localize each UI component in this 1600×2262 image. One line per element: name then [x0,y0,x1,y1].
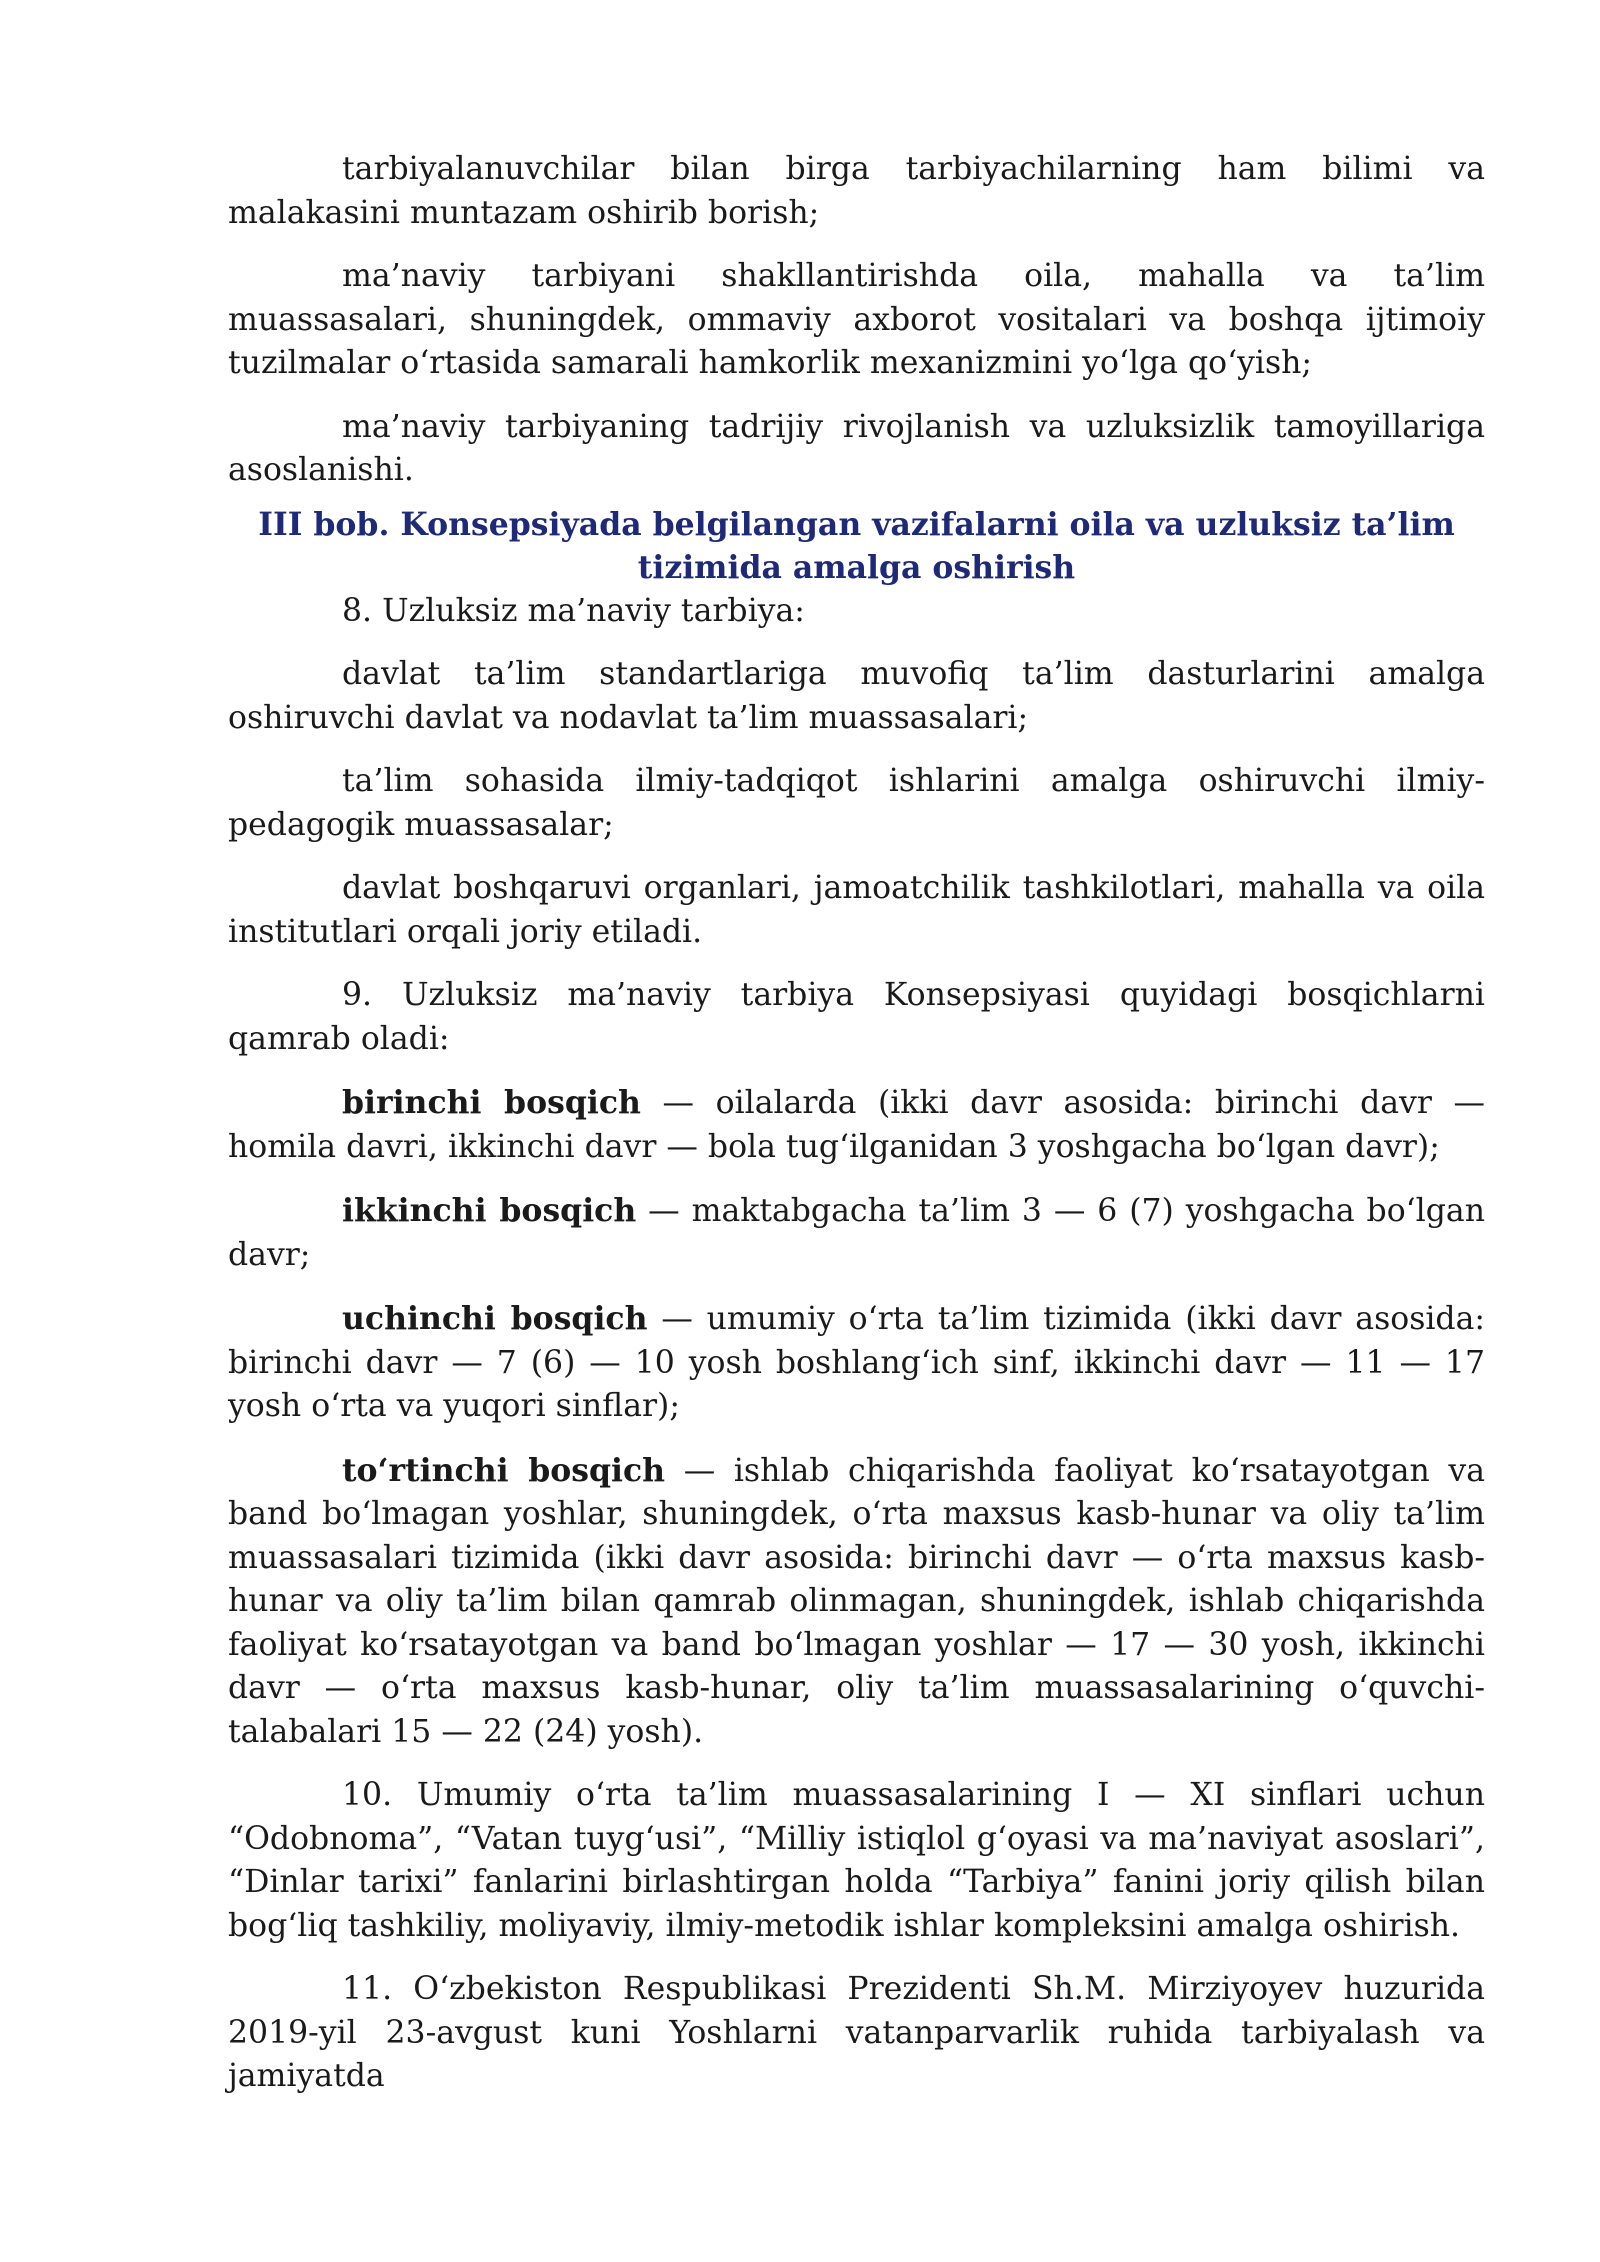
paragraph-item-9: 9. Uzluksiz ma’naviy tarbiya Konsepsiyasi quyidagi bosqichlarni qamrab oladi: [228,977,1485,1057]
paragraph-item-11: 11. O‘zbekiston Respublikasi Prezidenti Sh.M. Mirziyoyev huzurida 2019-yil 23-avgust kuni Yoshlarni vatanparvarlik ruhida tarbiyalash va jamiyatda [228,1971,1485,2094]
stage-2 [228,1189,1485,1277]
paragraph-mid-1: davlat ta’lim standartlariga muvofiq ta’lim dasturlarini amalga oshiruvchi davlat va nodavlat ta’lim muassasalari; [228,656,1485,736]
paragraph-top-1: tarbiyalanuvchilar bilan birga tarbiyachilarning ham bilimi va malakasini muntazam oshirib borish; [228,151,1485,231]
stage-2-term: ikkinchi bosqich [342,1192,637,1229]
paragraph-item-8: 8. Uzluksiz ma’naviy tarbiya: [342,592,805,629]
paragraph-item-10: 10. Umumiy o‘rta ta’lim muassasalarining I — XI sinflari uchun “Odobnoma”, “Vatan tuyg‘usi”, “Milliy istiqlol g‘oyasi va ma’naviyat asoslari”, “Dinlar tarixi” fanlarini birlashtirgan holda “Tarbiya” fanini joriy qilish bilan bog‘liq tashkiliy, moliyaviy, ilmiy-metodik ishlar kompleksini amalga oshirish. [228,1777,1485,1944]
paragraph-mid-2: ta’lim sohasida ilmiy-tadqiqot ishlarini amalga oshiruvchi ilmiy-pedagogik muassasalar; [228,763,1485,843]
paragraph-top-3: ma’naviy tarbiyaning tadrijiy rivojlanish va uzluksizlik tamoyillariga asoslanishi. [228,408,1485,488]
stage-1-text: — oilalarda (ikki davr asosida: birinchi davr — homila davri, ikkinchi davr — bola tug‘ilganidan 3 yoshgacha bo‘lgan davr); [228,1085,1485,1165]
paragraph-mid-3: davlat boshqaruvi organlari, jamoatchilik tashkilotlari, mahalla va oila institutlari orqali joriy etiladi. [228,870,1485,950]
stage-3 [228,1297,1485,1429]
stage-3-text: — umumiy o‘rta ta’lim tizimida (ikki davr asosida: birinchi davr — 7 (6) — 10 yosh boshlang‘ich sinf, ikkinchi davr — 11 — 17 yosh o‘rta va yuqori sinflar); [228,1301,1485,1424]
stage-4-term: to‘rtinchi bosqich [342,1451,666,1489]
stage-4 [228,1449,1485,1755]
stage-2-text: — maktabgacha ta’lim 3 — 6 (7) yoshgacha bo‘lgan davr; [228,1193,1485,1273]
stage-3-term: uchinchi bosqich [342,1300,648,1337]
stage-1 [228,1081,1485,1169]
stage-4-text: — ishlab chiqarishda faoliyat ko‘rsatayotgan va band bo‘lmagan yoshlar, shuningdek, o‘rta maxsus kasb-hunar va oliy ta’lim muassasalari tizimida (ikki davr asosida: birinchi davr — o‘rta maxsus kasb-hunar va oliy ta’lim bilan qamrab olinmagan, shuningdek, ishlab chiqarishda faoliyat ko‘rsatayotgan va band bo‘lmagan yoshlar — 17 — 30 yosh, ikkinchi davr — o‘rta maxsus kasb-hunar, oliy ta’lim muassasalarining o‘quvchi-talabalari 15 — 22 (24) yosh). [228,1452,1485,1750]
chapter-heading: III bob. Konsepsiyada belgilangan vazifalarni oila va uzluksiz ta’lim tizimida amalga oshirish [258,505,1455,586]
paragraph-top-2: ma’naviy tarbiyani shakllantirishda oila, mahalla va ta’lim muassasalari, shuningdek, ommaviy axborot vositalari va boshqa ijtimoiy tuzilmalar o‘rtasida samarali hamkorlik mexanizmini yo‘lga qo‘yish; [228,258,1485,381]
stage-1-term: birinchi bosqich [342,1084,641,1121]
